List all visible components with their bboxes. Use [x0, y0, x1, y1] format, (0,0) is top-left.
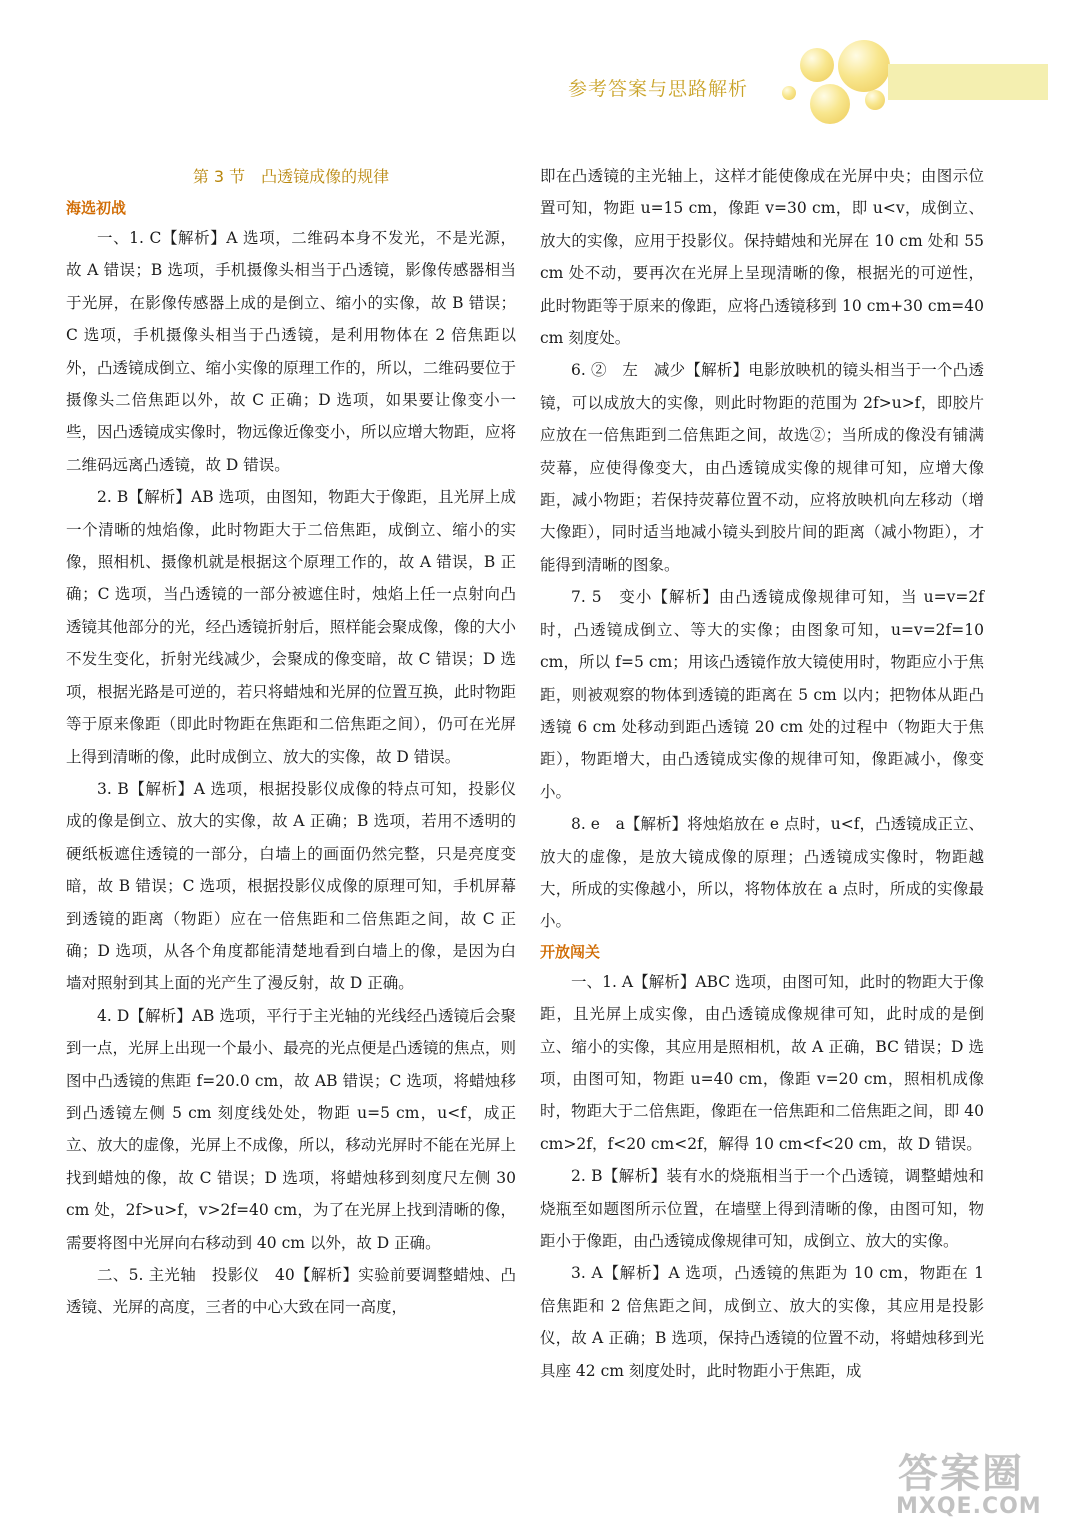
answer-paragraph: 3. A【解析】A 选项，凸透镜的焦距为 10 cm，物距在 1 倍焦距和 2 倍焦距之间，成倒立、放大的实像，其应用是投影仪，故 A 正确；B 选项，保持凸透镜的位置不动，将蜡烛移到光具座 42 cm 刻度处时，此时物距小于焦距，成: [540, 1264, 984, 1380]
answer-paragraph: 8. e a【解析】将烛焰放在 e 点时，u<f，凸透镜成正立、放大的虚像，是放大镜成像的原理；凸透镜成实像时，物距越大，所成的实像越小，所以，将物体放在 a 点时，所成的实像最小。: [540, 815, 984, 931]
answer-paragraph: 2. B【解析】装有水的烧瓶相当于一个凸透镜，调整蜡烛和烧瓶至如题图所示位置，在墙壁上得到清晰的像，由图可知，物距小于像距，由凸透镜成像规律可知，成倒立、放大的实像。: [540, 1167, 984, 1250]
answer-paragraph: 一、1. C【解析】A 选项，二维码本身不发光，不是光源，故 A 错误；B 选项，手机摄像头相当于凸透镜，影像传感器相当于光屏，在影像传感器上成的是倒立、缩小的实像，故 B 错误；C 选项，手机摄像头相当于凸透镜，是利用物体在 2 倍焦距以外，凸透镜成倒立、缩小实像的原理工作的，所以，二维码要位于摄像头二倍焦距以外，故 C 正确；D 选项，如果要让像变小一些，因凸透镜成实像时，物远像近像变小，所以应增大物距，应将二维码远离凸透镜，故 D 错误。: [66, 229, 516, 474]
section-title: 第 3 节 凸透镜成像的规律: [192, 167, 390, 186]
answer-paragraph: 3. B【解析】A 选项，根据投影仪成像的特点可知，投影仪成的像是倒立、放大的实像，故 A 正确；B 选项，若用不透明的硬纸板遮住透镜的一部分，白墙上的画面仍然完整，只是亮度变暗，故 B 错误；C 选项，根据投影仪成像的原理可知，手机屏幕到透镜的距离（物距）应在一倍焦距和二倍焦距之间，故 C 正确；D 选项，从各个角度都能清楚地看到白墙上的像，是因为白墙对照射到其上面的光产生了漫反射，故 D 正确。: [66, 779, 516, 993]
answer-paragraph: 二、5. 主光轴 投影仪 40【解析】实验前要调整蜡烛、凸透镜、光屏的高度，三者的中心大致在同一高度，: [66, 1266, 516, 1317]
header-bar: [888, 64, 1048, 100]
left-column: [66, 160, 516, 1324]
watermark-bottom-text: MXQE.COM: [896, 1494, 1042, 1519]
answer-paragraph: 6. ② 左 减少【解析】电影放映机的镜头相当于一个凸透镜，可以成放大的实像，则此时物距的范围为 2f>u>f，即胶片应放在一倍焦距到二倍焦距之间，故选②；当所成的像没有铺满荧幕，应使得像变大，由凸透镜成实像的规律可知，应增大像距，减小物距；若保持荧幕位置不动，应将放映机向左移动（增大像距），同时适当地减小镜头到胶片间的距离（减小物距），才能得到清晰的图象。: [540, 361, 984, 574]
bubble-decoration: [838, 40, 890, 92]
bubble-decoration: [800, 48, 834, 82]
bubble-decoration: [810, 84, 850, 124]
answer-paragraph: 4. D【解析】AB 选项，平行于主光轴的光线经凸透镜后会聚到一点，光屏上出现一个最小、最亮的光点便是凸透镜的焦点，则图中凸透镜的焦距 f=20.0 cm，故 AB 错误；C 选项，将蜡烛移到凸透镜左侧 5 cm 刻度线处处，物距 u=5 cm，u<f，成正立、放大的虚像，光屏上不成像，所以，移动光屏时不能在光屏上找到蜡烛的像，故 C 错误；D 选项，将蜡烛移到刻度尺左侧 30 cm 处，2f>u>f，v>2f=40 cm，为了在光屏上找到清晰的像，需要将图中光屏向右移动到 40 cm 以外，故 D 正确。: [66, 1006, 516, 1252]
page-header: [0, 0, 1075, 130]
bubble-decoration: [865, 90, 885, 110]
right-column: [540, 160, 984, 1387]
answer-paragraph-continued: 即在凸透镜的主光轴上，这样才能使像成在光屏中央；由图示位置可知，物距 u=15 cm，像距 v=30 cm，即 u<v，成倒立、放大的实像，应用于投影仪。保持蜡烛和光屏在 10 cm 处和 55 cm 处不动，要再次在光屏上呈现清晰的像，根据光的可逆性，此时物距等于原来的像距，应将凸透镜移到 10 cm+30 cm=40 cm 刻度处。: [540, 167, 984, 348]
watermark-logo: [878, 1440, 1068, 1530]
watermark-top-text: 答案圈: [898, 1451, 1024, 1497]
header-title: 参考答案与思路解析: [568, 78, 749, 100]
bubble-decoration: [782, 86, 796, 100]
answer-paragraph: 2. B【解析】AB 选项，由图知，物距大于像距，且光屏上成一个清晰的烛焰像，此时物距大于二倍焦距，成倒立、缩小的实像，照相机、摄像机就是根据这个原理工作的，故 A 错误，B 正确；C 选项，当凸透镜的一部分被遮住时，烛焰上任一点射向凸透镜其他部分的光，经凸透镜折射后，照样能会聚成像，像的大小不发生变化，折射光线减少，会聚成的像变暗，故 C 错误；D 选项，根据光路是可逆的，若只将蜡烛和光屏的位置互换，此时物距等于原来像距（即此时物距在焦距和二倍焦距之间），仍可在光屏上得到清晰的像，此时成倒立、放大的实像，故 D 错误。: [66, 488, 516, 766]
sub-heading-haixuan: 海选初战: [66, 199, 127, 217]
answer-paragraph: 7. 5 变小【解析】由凸透镜成像规律可知，当 u=v=2f 时，凸透镜成倒立、等大的实像；由图象可知，u=v=2f=10 cm，所以 f=5 cm；用该凸透镜作放大镜使用时，物距应小于焦距，则被观察的物体到透镜的距离在 5 cm 以内；把物体从距凸透镜 6 cm 处移动到距凸透镜 20 cm 处的过程中（物距大于焦距），物距增大，由凸透镜成实像的规律可知，像距减小，像变小。: [540, 588, 984, 801]
answer-paragraph: 一、1. A【解析】ABC 选项，由图可知，此时的物距大于像距，且光屏上成实像，由凸透镜成像规律可知，此时成的是倒立、缩小的实像，其应用是照相机，故 A 正确，BC 错误；D 选项，由图可知，物距 u=40 cm，像距 v=20 cm，照相机成像时，物距大于二倍焦距，像距在一倍焦距和二倍焦距之间，即 40 cm>2f，f<20 cm<2f，解得 10 cm<f<20 cm，故 D 错误。: [540, 972, 984, 1153]
sub-heading-kaifang: 开放闯关: [540, 942, 601, 961]
